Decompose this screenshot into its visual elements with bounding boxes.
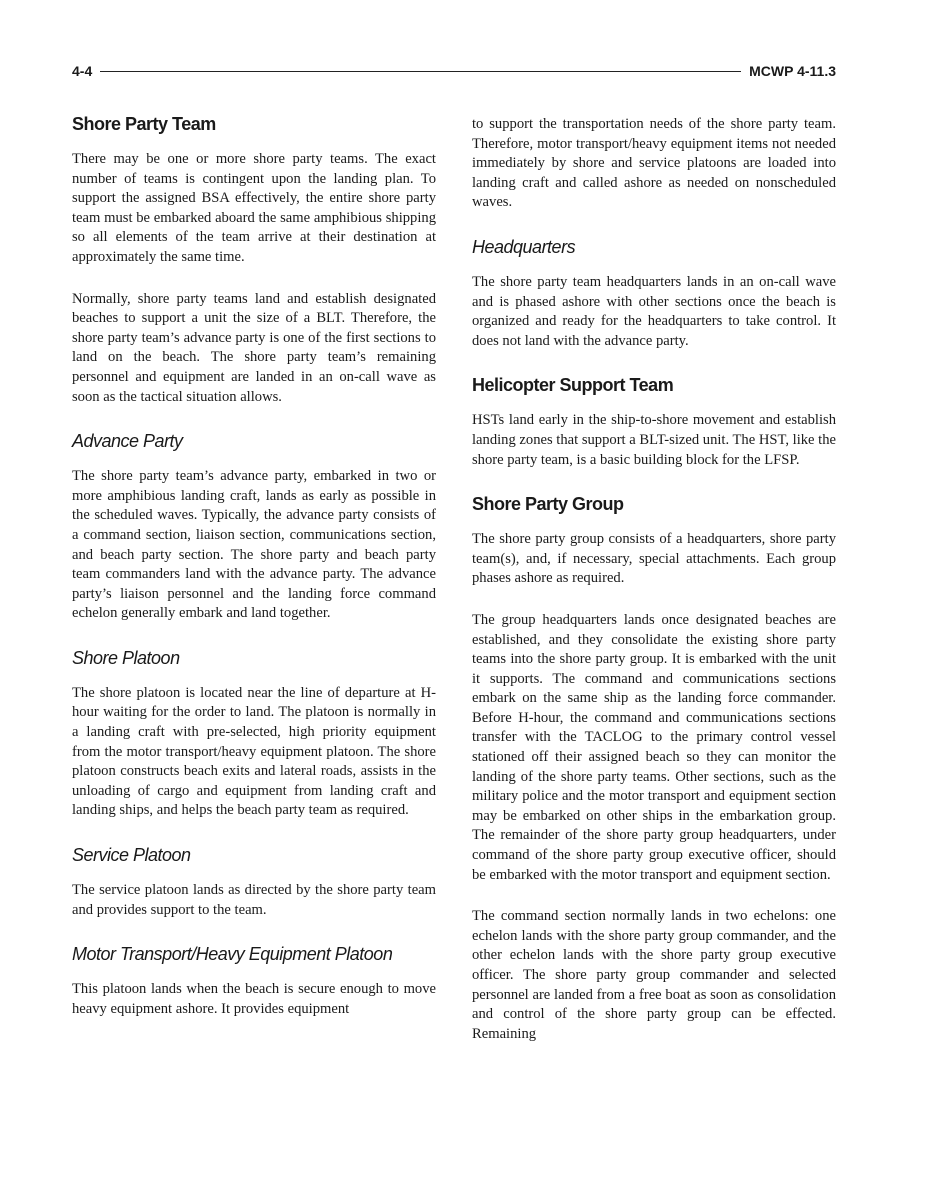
paragraph: The shore party group consists of a headquarters, shore party team(s), and, if necessary, special attachments. Each group phases ashore as required. <box>472 531 836 587</box>
paragraph: The shore party team headquarters lands in an on-call wave and is phased ashore with other sections once the beach is organized and ready for the headquarters to take control. It does not land with the advance party. <box>472 273 836 349</box>
heading-shore-party-team: Shore Party Team <box>72 114 216 134</box>
paragraph: to support the transportation needs of the shore party team. Therefore, motor transport/heavy equipment items not needed immediately by shore and service platoons are loaded into landing craft and called ashore as needed on nonscheduled waves. <box>472 116 836 211</box>
paragraph: Normally, shore party teams land and establish designated beaches to support a unit the size of a BLT. Therefore, the shore party team’s advance party is one of the first sections to land on the beach. The shore party team’s remaining personnel and equipment are landed in an on-call wave as soon as the tactical situation allows. <box>72 290 436 405</box>
paragraph: HSTs land early in the ship-to-shore movement and establish landing zones that support a BLT-sized unit. The HST, like the shore party team, is a basic building block for the LFSP. <box>472 412 836 468</box>
paragraph: The service platoon lands as directed by the shore party team and provides support to the team. <box>72 882 436 918</box>
paragraph: The shore party team’s advance party, embarked in two or more amphibious landing craft, lands as early as possible in the scheduled waves. Typically, the advance party consists of a command section, liaison section, communications section, and beach party section. The shore party and beach party team commanders land with the advance party. The advance party’s liaison personnel and the landing force command echelon generally embark and land together. <box>72 468 436 622</box>
heading-advance-party: Advance Party <box>72 431 183 452</box>
heading-helicopter-support-team: Helicopter Support Team <box>472 375 674 396</box>
heading-motor-transport-platoon: Motor Transport/Heavy Equipment Platoon <box>72 944 393 965</box>
page-number: 4-4 <box>72 63 93 79</box>
paragraph: The shore platoon is located near the line of departure at H-hour waiting for the order to land. The platoon is normally in a landing craft with pre-selected, high priority equipment from the motor transport/heavy equipment platoon. The shore platoon constructs beach exits and lateral roads, assists in the unloading of cargo and equipment from landing craft and landing ships, and helps the beach party team as required. <box>72 684 436 819</box>
heading-shore-platoon: Shore Platoon <box>72 647 180 668</box>
paragraph: This platoon lands when the beach is secure enough to move heavy equipment ashore. It provides equipment <box>72 981 436 1017</box>
right-column <box>472 112 836 1066</box>
paragraph: The command section normally lands in two echelons: one echelon lands with the shore party group commander, and the other echelon lands with the shore party group executive officer. The shore party group commander and selected personnel are landed from a free boat as soon as consolidation and control of the shore party group can be effected. Remaining <box>472 908 836 1042</box>
heading-headquarters: Headquarters <box>472 236 576 257</box>
paragraph: The group headquarters lands once designated beaches are established, and they consolidate the existing shore party teams into the shore party group. It is embarked with the unit it supports. The command and communications sections embark on the same ship as the landing force commander. Before H-hour, the command and communications sections transfer with the TACLOG to the primary control vessel stationed off their assigned beach so they can monitor the landing of the shore party teams. Other sections, such as the military police and the motor transport and equipment section may be embarked on other ships in the embarkation group. The remainder of the shore party group headquarters, under command of the shore party group executive officer, should be embarked with the motor transport and equipment section. <box>472 611 836 883</box>
header-rule <box>100 71 741 72</box>
publication-id: MCWP 4-11.3 <box>749 63 836 79</box>
left-column <box>72 112 436 1041</box>
paragraph: There may be one or more shore party teams. The exact number of teams is contingent upon the landing plan. To support the assigned BSA effectively, the entire shore party team must be embarked aboard the same amphibious shipping so all elements of the team arrive at their destination at approximately the same time. <box>72 151 436 265</box>
heading-shore-party-group: Shore Party Group <box>472 494 624 515</box>
page-header <box>72 61 836 81</box>
heading-service-platoon: Service Platoon <box>72 845 191 866</box>
